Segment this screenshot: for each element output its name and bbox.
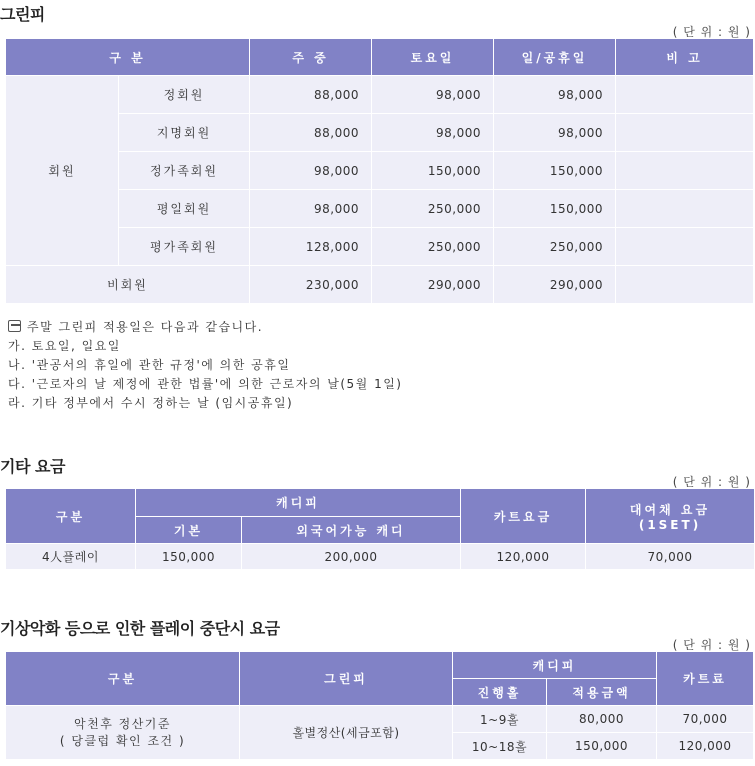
header-division: 구분 — [6, 489, 135, 543]
saturday-fee: 98,000 — [372, 114, 493, 151]
pointing-hand-icon — [8, 320, 21, 332]
play-type: 4人플레이 — [6, 544, 135, 569]
weekday-fee: 128,000 — [250, 228, 371, 265]
applied-amount: 150,000 — [547, 733, 656, 759]
weekday-fee: 98,000 — [250, 152, 371, 189]
cart-fee: 120,000 — [461, 544, 585, 569]
greenfee-header-row — [6, 39, 753, 75]
notes-item: 다. '근로자의 날 제정에 관한 법률'에 의한 근로자의 날(5월 1일) — [8, 377, 403, 391]
header-holes-played: 진행홀 — [453, 679, 546, 705]
header-caddie-fee: 캐디피 — [136, 489, 460, 516]
basic-caddie-fee: 150,000 — [136, 544, 241, 569]
greenfee-table — [5, 38, 754, 304]
note-cell — [616, 76, 753, 113]
applied-amount: 80,000 — [547, 706, 656, 732]
cart-fee: 120,000 — [657, 733, 753, 759]
saturday-fee: 98,000 — [372, 76, 493, 113]
holiday-fee: 150,000 — [494, 152, 615, 189]
saturday-fee: 290,000 — [372, 266, 493, 303]
member-type: 지명회원 — [119, 114, 249, 151]
weekday-fee: 88,000 — [250, 114, 371, 151]
holiday-fee: 150,000 — [494, 190, 615, 227]
notes-item: 가. 토요일, 일요일 — [8, 339, 121, 353]
notes-intro — [8, 318, 403, 337]
table-row — [6, 706, 753, 732]
header-caddie-fee: 캐디피 — [453, 652, 656, 678]
table-row — [6, 190, 753, 227]
saturday-fee: 250,000 — [372, 228, 493, 265]
note-cell — [616, 114, 753, 151]
other-fees-title: 기타 요금 — [0, 457, 65, 476]
other-fees-table — [5, 488, 755, 570]
saturday-fee: 250,000 — [372, 190, 493, 227]
header-division: 구 분 — [6, 39, 249, 75]
notes-intro-text: 주말 그린피 적용일은 다음과 같습니다. — [27, 320, 264, 334]
weekend-notes — [8, 318, 403, 413]
saturday-fee: 150,000 — [372, 152, 493, 189]
member-type: 평일회원 — [119, 190, 249, 227]
rental-label: 대여채 요금 — [629, 502, 711, 517]
weekday-fee: 230,000 — [250, 266, 371, 303]
weather-fees-table — [5, 651, 754, 760]
holes-played: 10~18홀 — [453, 733, 546, 759]
holiday-fee: 250,000 — [494, 228, 615, 265]
greenfee-settlement: 홀별정산(세금포함) — [240, 706, 452, 759]
weather-label-line-2: ( 당클럽 확인 조건 ) — [59, 733, 186, 748]
header-cart-fee: 카트료 — [657, 652, 753, 705]
table-row — [6, 152, 753, 189]
greenfee-unit: ( 단 위 : 원 ) — [672, 25, 751, 39]
table-row — [6, 228, 753, 265]
weather-fees-unit: ( 단 위 : 원 ) — [672, 638, 751, 652]
table-row — [6, 114, 753, 151]
header-note: 비 고 — [616, 39, 753, 75]
holes-played: 1~9홀 — [453, 706, 546, 732]
rental-sub-label: (1SET) — [638, 517, 702, 532]
header-cart-fee: 카트요금 — [461, 489, 585, 543]
table-row — [6, 76, 753, 113]
weekday-fee: 88,000 — [250, 76, 371, 113]
note-cell — [616, 266, 753, 303]
foreign-caddie-fee: 200,000 — [242, 544, 460, 569]
note-cell — [616, 152, 753, 189]
notes-item: 나. '관공서의 휴일에 관한 규정'에 의한 공휴일 — [8, 358, 291, 372]
holiday-fee: 290,000 — [494, 266, 615, 303]
weather-condition-label — [6, 706, 239, 759]
header-division: 구분 — [6, 652, 239, 705]
header-holiday: 일/공휴일 — [494, 39, 615, 75]
other-fees-unit: ( 단 위 : 원 ) — [672, 475, 751, 489]
weather-label-line-1: 악천후 정산기준 — [74, 716, 171, 731]
weekday-fee: 98,000 — [250, 190, 371, 227]
table-row — [6, 544, 754, 569]
greenfee-title: 그린피 — [0, 5, 45, 24]
header-weekday: 주 중 — [250, 39, 371, 75]
header-applied-amount: 적용금액 — [547, 679, 656, 705]
header-greenfee: 그린피 — [240, 652, 452, 705]
header-saturday: 토요일 — [372, 39, 493, 75]
member-type: 정회원 — [119, 76, 249, 113]
member-type: 평가족회원 — [119, 228, 249, 265]
note-cell — [616, 190, 753, 227]
member-group-label: 회원 — [6, 76, 118, 265]
header-foreign-caddie: 외국어가능 캐디 — [242, 517, 460, 543]
holiday-fee: 98,000 — [494, 114, 615, 151]
weather-fees-title: 기상악화 등으로 인한 플레이 중단시 요금 — [0, 619, 280, 638]
notes-item: 라. 기타 정부에서 수시 정하는 날 (임시공휴일) — [8, 396, 294, 410]
header-rental-fee — [586, 489, 754, 543]
nonmember-label: 비회원 — [6, 266, 249, 303]
header-basic: 기본 — [136, 517, 241, 543]
table-row — [6, 266, 753, 303]
holiday-fee: 98,000 — [494, 76, 615, 113]
rental-fee: 70,000 — [586, 544, 754, 569]
member-type: 정가족회원 — [119, 152, 249, 189]
cart-fee: 70,000 — [657, 706, 753, 732]
note-cell — [616, 228, 753, 265]
